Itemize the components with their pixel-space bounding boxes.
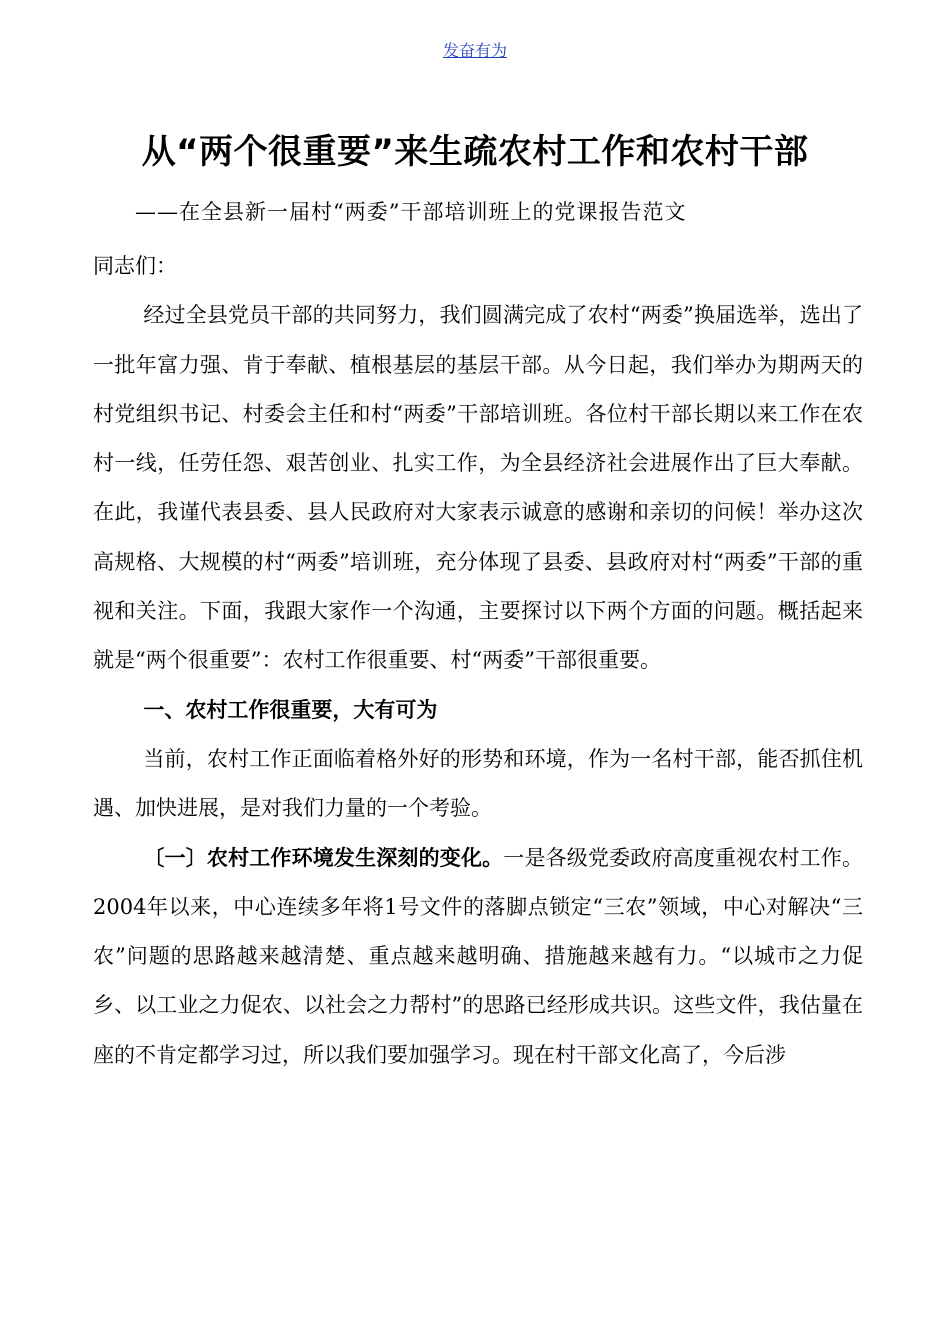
document-subtitle: ——在全县新一届村“两委”干部培训班上的党课报告范文 xyxy=(135,200,687,224)
paragraph-situation: 当前，农村工作正面临着格外好的形势和环境，作为一名村干部，能否抓住机遇、加快进展，是对我们力量的一个考验。 xyxy=(93,746,863,821)
paragraph-subsection-1 xyxy=(93,834,863,1080)
document-title: 从“两个很重要”来生疏农村工作和农村干部 xyxy=(141,132,809,172)
subsection-1-text: 一是各级党委政府高度重视农村工作。2004年以来，中心连续多年将1号文件的落脚点锁定“三农”领域，中心对解决“三农”问题的思路越来越清楚、重点越来越明确、措施越来越有力。“以城市之力促乡、以工业之力促农、以社会之力帮村”的思路已经形成共识。这些文件，我估量在座的不肯定都学习过，所以我们要加强学习。现在村干部文化高了，今后涉 xyxy=(93,845,863,1067)
salutation: 同志们： xyxy=(93,254,177,278)
paragraph-intro: 经过全县党员干部的共同努力，我们圆满完成了农村“两委”换届选举，选出了一批年富力强、肯于奉献、植根基层的基层干部。从今日起，我们举办为期两天的村党组织书记、村委会主任和村“两委”干部培训班。各位村干部长期以来工作在农村一线，任劳任怨、艰苦创业、扎实工作，为全县经济社会进展作出了巨大奉献。在此，我谨代表县委、县人民政府对大家表示诚意的感谢和亲切的问候！举办这次高规格、大规模的村“两委”培训班，充分体现了县委、县政府对村“两委”干部的重视和关注。下面，我跟大家作一个沟通，主要探讨以下两个方面的问题。概括起来就是“两个很重要”：农村工作很重要、村“两委”干部很重要。 xyxy=(93,303,863,673)
section-heading-1: 一、农村工作很重要，大有可为 xyxy=(143,697,438,722)
header-link[interactable]: 发奋有为 xyxy=(442,41,507,60)
document-body xyxy=(93,242,863,1080)
subsection-heading-1: 〔一〕农村工作环境发生深刻的变化。 xyxy=(143,845,504,870)
